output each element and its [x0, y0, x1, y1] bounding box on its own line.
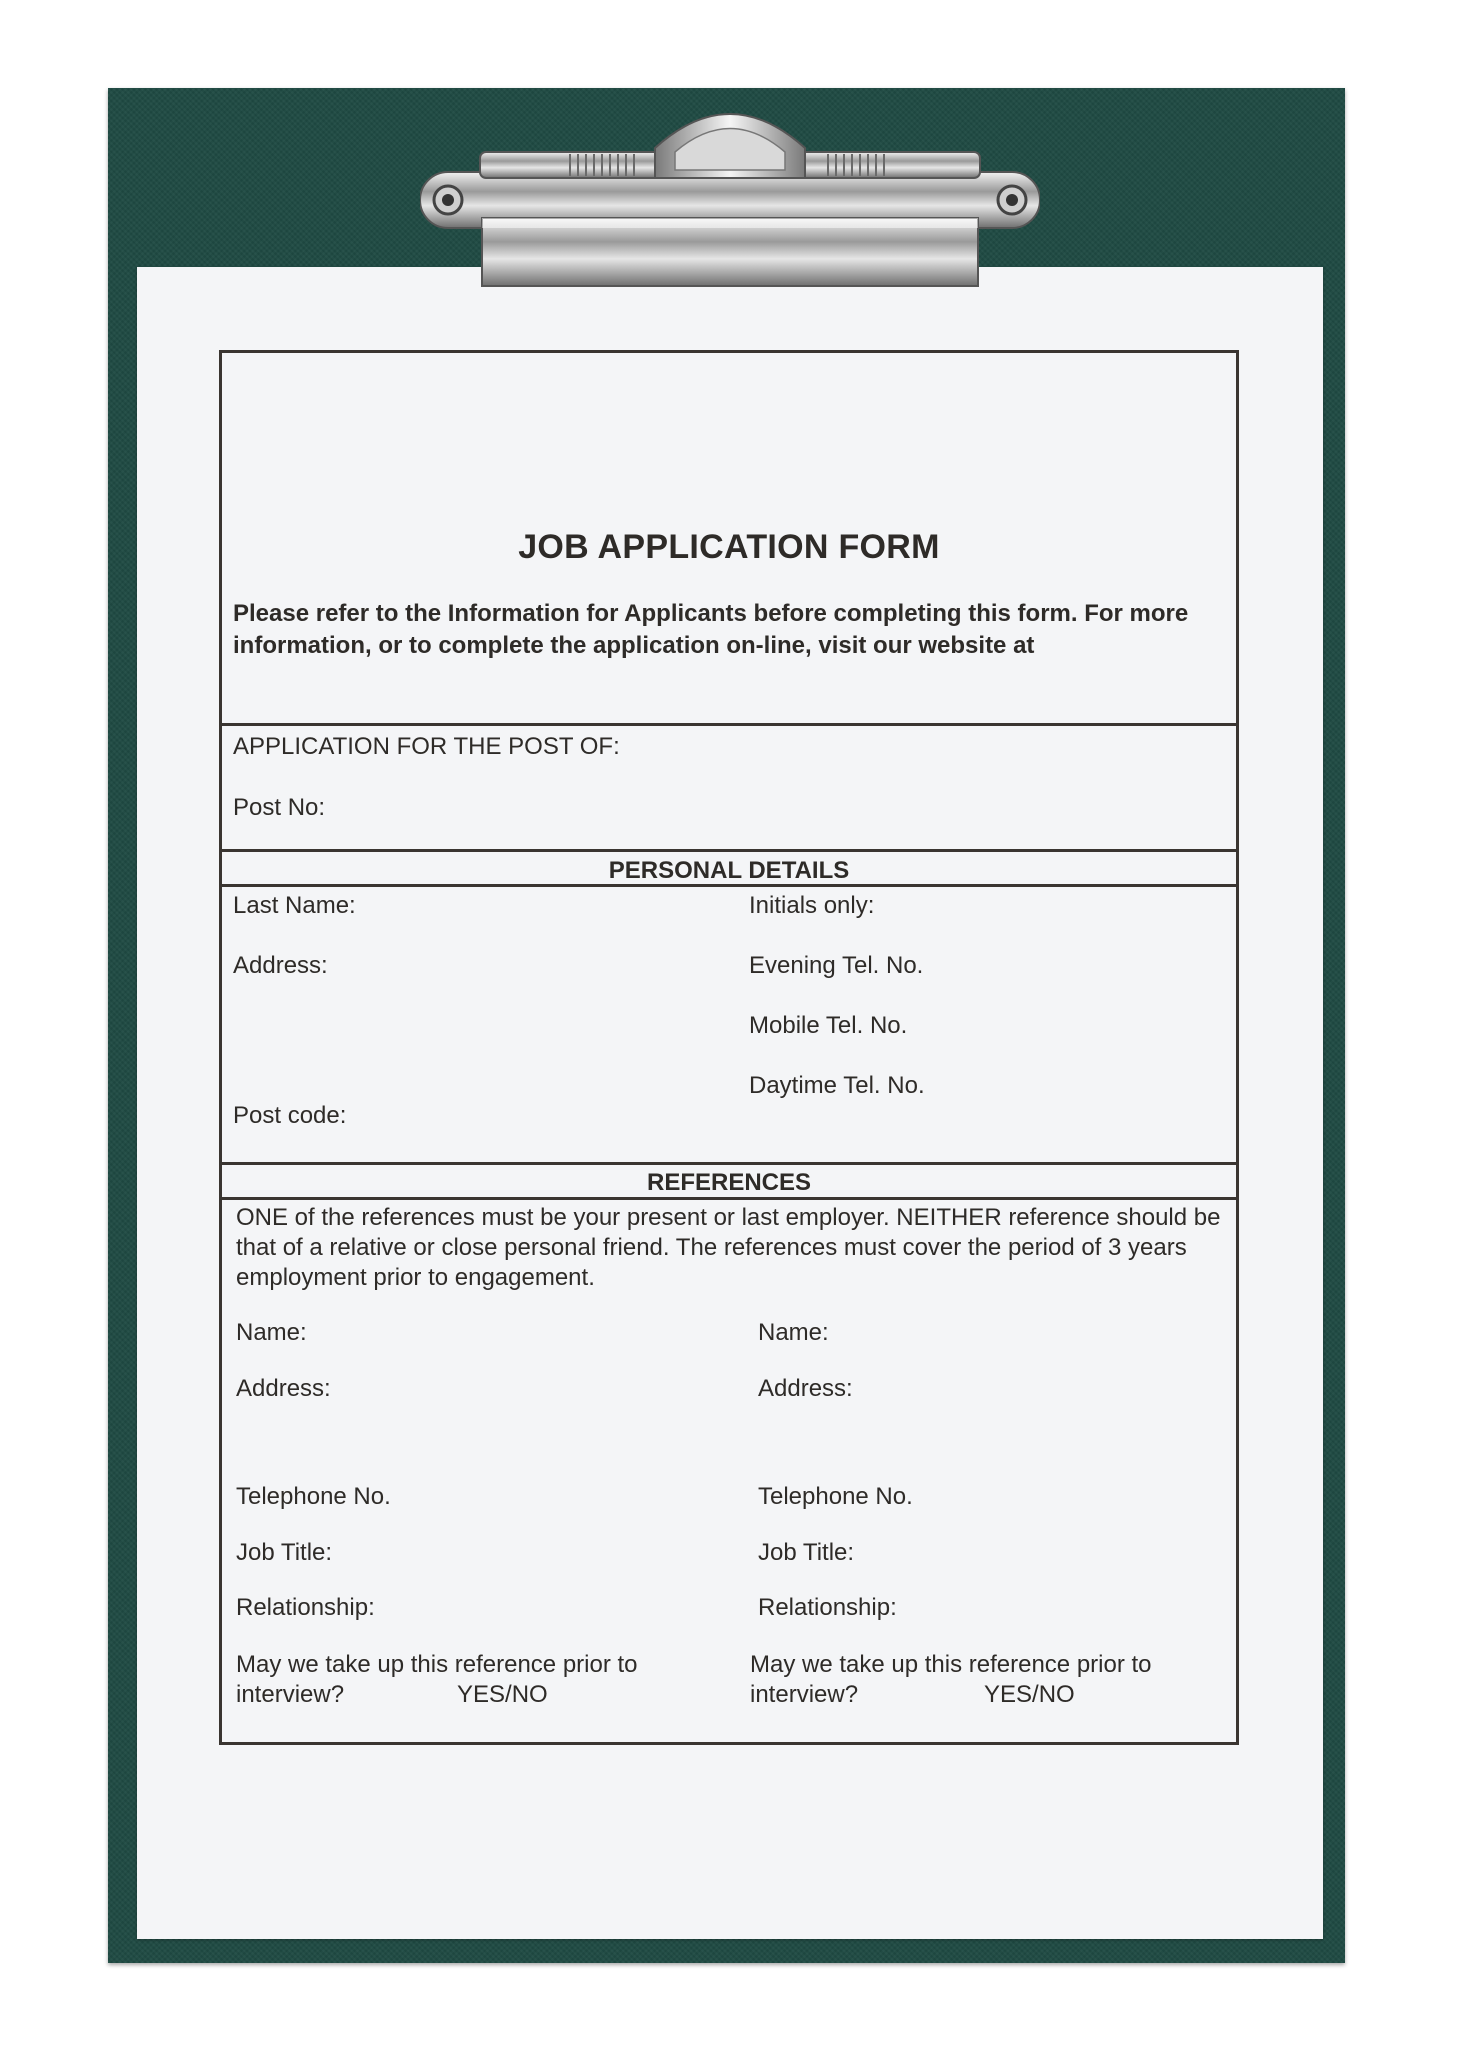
form-intro: Please refer to the Information for Applicants before completing this form. For more information, or to complete the application on-line, visit our website at — [233, 600, 1189, 659]
ref1-yes-no-option[interactable]: YES/NO — [457, 1681, 548, 1708]
ref1-relationship-field[interactable]: Relationship: — [236, 1594, 375, 1621]
ref1-prior-question: May we take up this reference prior to — [236, 1651, 638, 1678]
divider — [222, 723, 1236, 726]
divider — [222, 849, 1236, 852]
evening-tel-field[interactable]: Evening Tel. No. — [749, 952, 924, 979]
personal-details-heading: PERSONAL DETAILS — [608, 857, 850, 884]
last-name-field[interactable]: Last Name: — [233, 892, 356, 919]
daytime-tel-field[interactable]: Daytime Tel. No. — [749, 1072, 925, 1099]
ref2-telephone-field[interactable]: Telephone No. — [758, 1483, 913, 1510]
ref1-job-title-field[interactable]: Job Title: — [236, 1539, 333, 1566]
divider — [222, 884, 1236, 887]
form-title: JOB APPLICATION FORM — [518, 528, 940, 566]
divider — [222, 1197, 1236, 1200]
mobile-tel-field[interactable]: Mobile Tel. No. — [749, 1012, 908, 1039]
ref2-yes-no-option[interactable]: YES/NO — [984, 1681, 1075, 1708]
initials-field[interactable]: Initials only: — [749, 892, 875, 919]
ref2-job-title-field[interactable]: Job Title: — [758, 1539, 855, 1566]
post-of-field[interactable]: APPLICATION FOR THE POST OF: — [233, 733, 620, 760]
metal-clip-icon[interactable] — [420, 100, 1040, 290]
ref1-name-field[interactable]: Name: — [236, 1319, 307, 1346]
ref1-telephone-field[interactable]: Telephone No. — [236, 1483, 391, 1510]
references-heading: REFERENCES — [646, 1169, 812, 1196]
address-field[interactable]: Address: — [233, 952, 328, 979]
ref2-prior-question-line2: interview? — [750, 1681, 859, 1708]
references-note: ONE of the references must be your present or last employer. NEITHER reference should be that of a relative or close personal friend. The references must cover the period of 3 years employment prior to engagement. — [236, 1204, 1221, 1291]
divider — [222, 1162, 1236, 1165]
ref1-prior-question-line2: interview? — [236, 1681, 345, 1708]
ref2-prior-question: May we take up this reference prior to — [750, 1651, 1152, 1678]
ref2-address-field[interactable]: Address: — [758, 1375, 853, 1402]
post-code-field[interactable]: Post code: — [233, 1102, 347, 1129]
post-no-field[interactable]: Post No: — [233, 794, 326, 821]
ref2-name-field[interactable]: Name: — [758, 1319, 829, 1346]
ref2-relationship-field[interactable]: Relationship: — [758, 1594, 897, 1621]
ref1-address-field[interactable]: Address: — [236, 1375, 331, 1402]
job-application-form — [219, 350, 1239, 1745]
